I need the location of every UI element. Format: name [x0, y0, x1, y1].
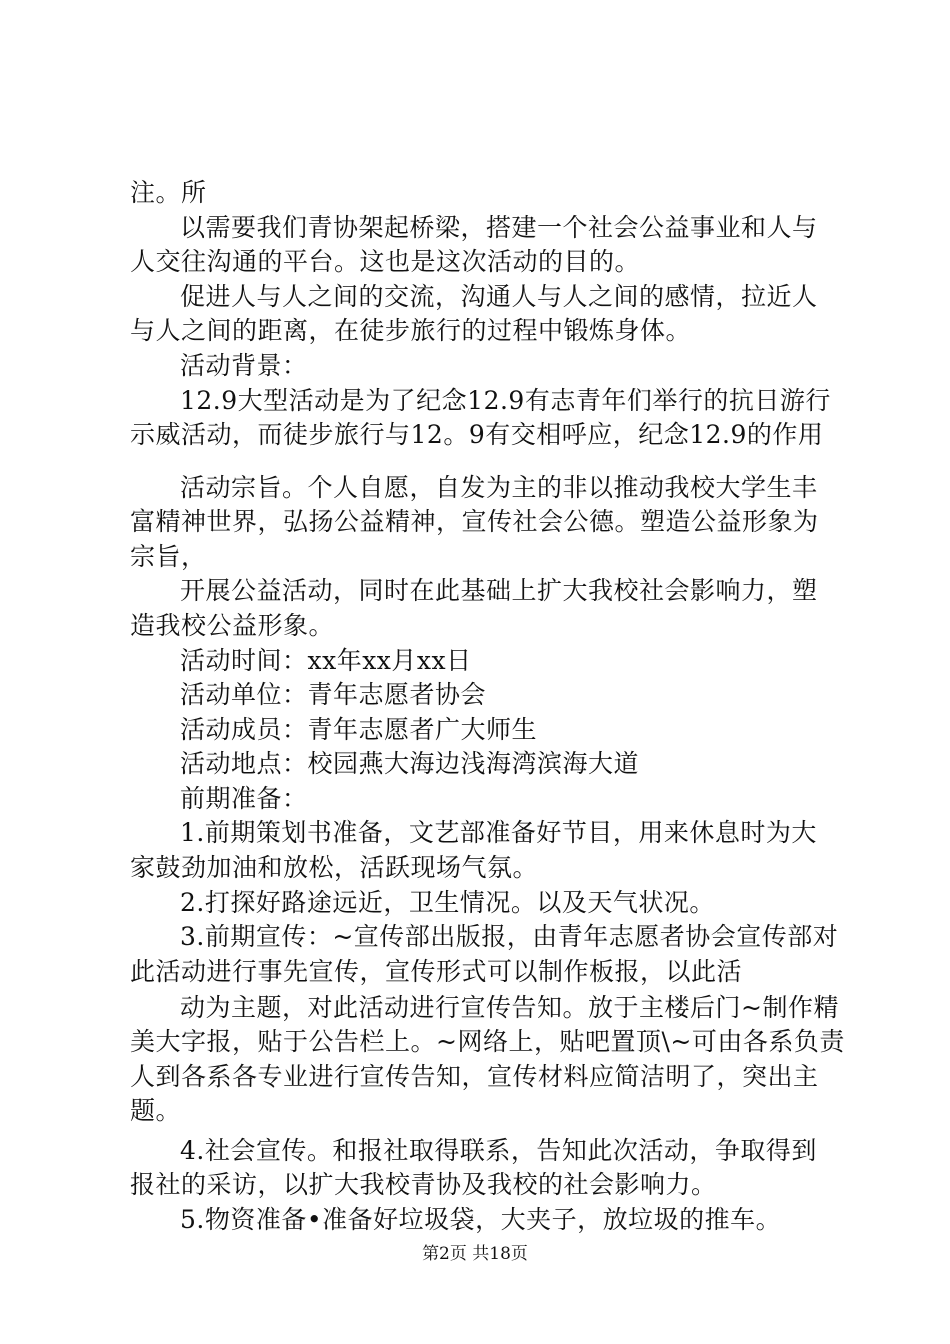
activity-unit: 活动单位：青年志愿者协会 [180, 680, 487, 709]
text-line: 报社的采访，以扩大我校青协及我校的社会影响力。 [130, 1170, 717, 1199]
text-line: 人交往沟通的平台。这也是这次活动的目的。 [130, 247, 641, 276]
text-line: 促进人与人之间的交流，沟通人与人之间的感情，拉近人 [180, 282, 818, 311]
section-heading: 活动背景： [180, 351, 308, 380]
text-line: 造我校公益形象。 [130, 611, 335, 640]
activity-time: 活动时间：xx年xx月xx日 [180, 646, 472, 675]
text-line: 2.打探好路途远近，卫生情况。以及天气状况。 [180, 888, 715, 917]
text-line: 与人之间的距离，在徒步旅行的过程中锻炼身体。 [130, 316, 692, 345]
page-footer: 第2页 共18页 [422, 1244, 528, 1264]
text-line: 4.社会宣传。和报社取得联系，告知此次活动，争取得到 [180, 1136, 817, 1165]
text-line: 活动宗旨。个人自愿，自发为主的非以推动我校大学生丰 [180, 473, 818, 502]
text-line: 1.前期策划书准备，文艺部准备好节目，用来休息时为大 [180, 818, 817, 847]
section-heading: 前期准备： [180, 784, 308, 813]
text-line: 家鼓劲加油和放松，活跃现场气氛。 [130, 853, 539, 882]
text-line: 开展公益活动，同时在此基础上扩大我校社会影响力，塑 [180, 576, 818, 605]
text-line: 以需要我们青协架起桥梁，搭建一个社会公益事业和人与 [180, 213, 818, 242]
text-line: 此活动进行事先宣传，宣传形式可以制作板报，以此活 [130, 957, 743, 986]
text-line: 美大字报，贴于公告栏上。~网络上，贴吧置顶\~可由各系负责 [130, 1027, 845, 1056]
text-line: 12.9大型活动是为了纪念12.9有志青年们举行的抗日游行 [180, 386, 831, 415]
text-line: 示威活动，而徒步旅行与12。9有交相呼应，纪念12.9的作用 [130, 420, 824, 449]
text-line: 宗旨， [130, 542, 207, 571]
text-line: 5.物资准备•准备好垃圾袋，大夹子，放垃圾的推车。 [180, 1205, 782, 1234]
text-line: 题。 [130, 1096, 182, 1125]
text-line: 注。所 [130, 178, 207, 207]
text-line: 3.前期宣传：~宣传部出版报，由青年志愿者协会宣传部对 [180, 922, 839, 951]
text-line: 人到各系各专业进行宣传告知，宣传材料应简洁明了，突出主 [130, 1062, 819, 1091]
activity-location: 活动地点：校园燕大海边浅海湾滨海大道 [180, 749, 640, 778]
text-line: 动为主题，对此活动进行宣传告知。放于主楼后门~制作精 [180, 993, 839, 1022]
activity-members: 活动成员：青年志愿者广大师生 [180, 715, 538, 744]
text-line: 富精神世界，弘扬公益精神，宣传社会公德。塑造公益形象为 [130, 507, 819, 536]
